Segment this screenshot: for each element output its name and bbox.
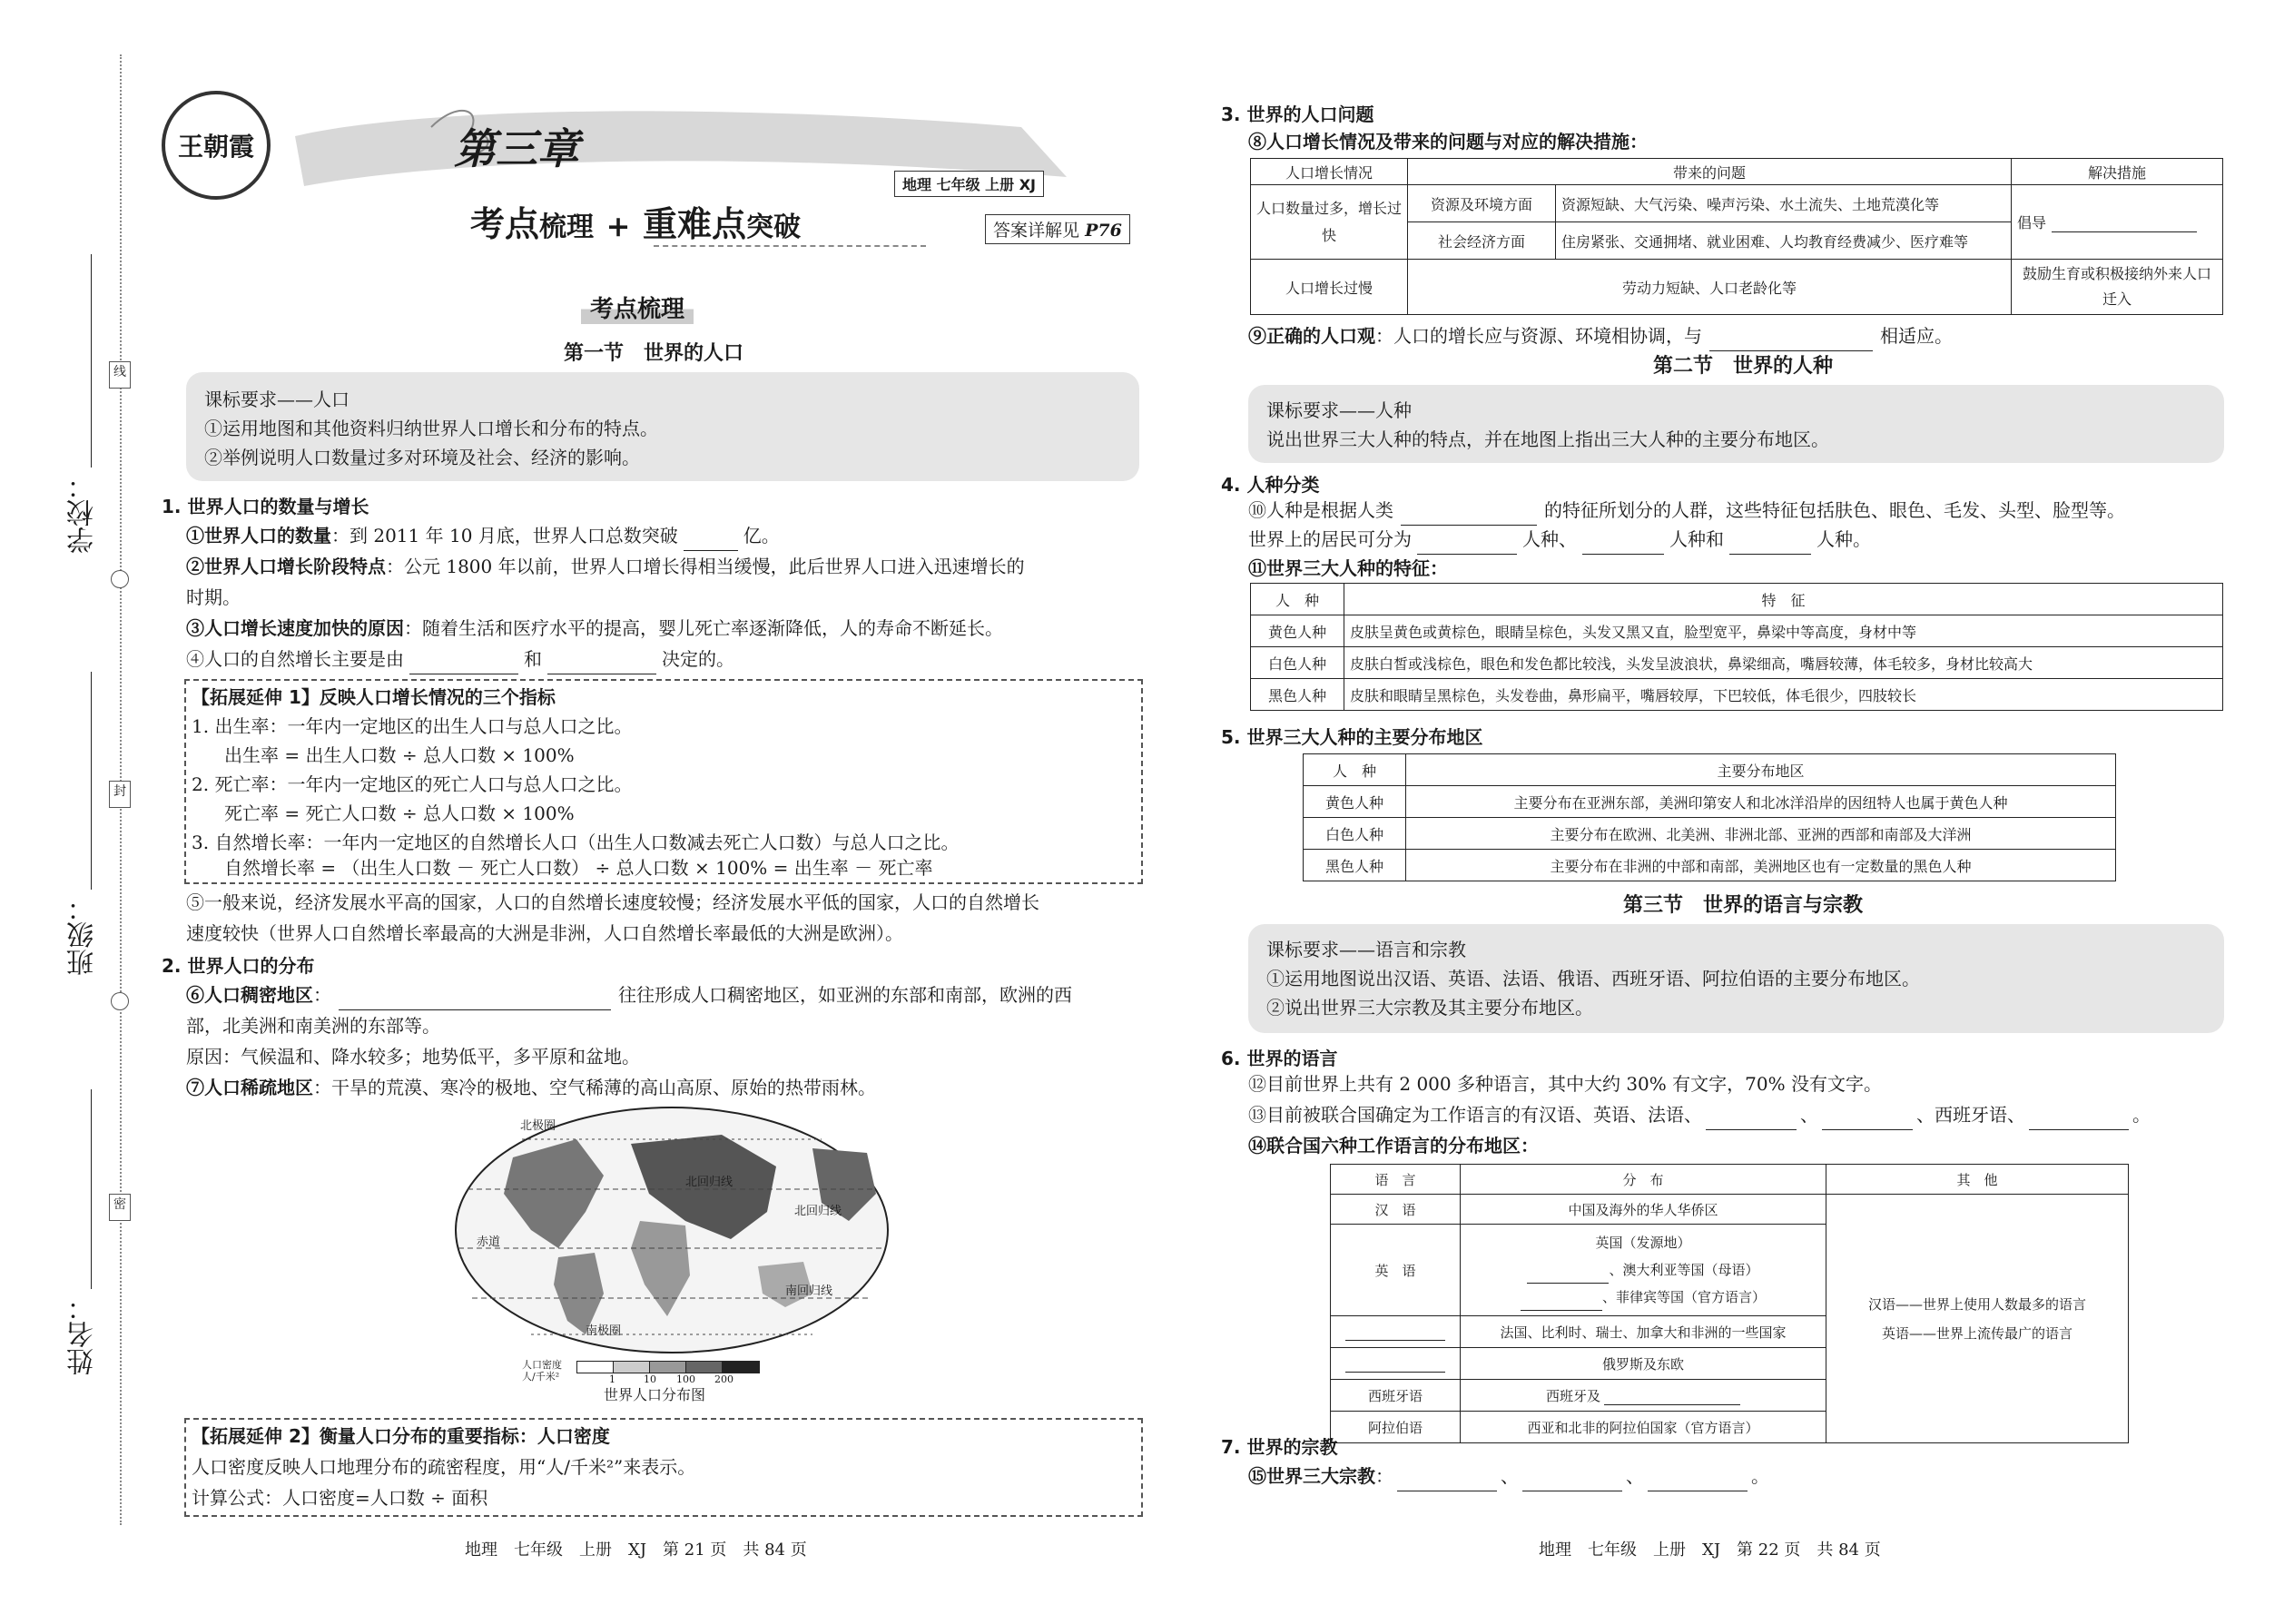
table-header: 人口增长情况 bbox=[1251, 159, 1408, 185]
answer-blank[interactable] bbox=[547, 654, 656, 674]
table-cell: 汉 语 bbox=[1331, 1195, 1461, 1225]
table-cell: 西亚和北非的阿拉伯国家（官方语言） bbox=[1461, 1412, 1826, 1443]
chapter-banner bbox=[159, 100, 1212, 200]
answer-blank[interactable] bbox=[1522, 1471, 1622, 1491]
point3-heading: 3. 世界的人口问题 bbox=[1221, 103, 1374, 125]
answer-blank[interactable] bbox=[1729, 534, 1811, 555]
standard-title: 课标要求——人种 bbox=[1266, 399, 1412, 421]
table-cell: 人口数量过多，增长过快 bbox=[1251, 185, 1408, 260]
table-row bbox=[1331, 1195, 2129, 1225]
standard-item: ①运用地图说出汉语、英语、法语、俄语、西班牙语、阿拉伯语的主要分布地区。 bbox=[1266, 968, 1920, 989]
table-cell: 白色人种 bbox=[1304, 818, 1406, 850]
point6-heading: 6. 世界的语言 bbox=[1221, 1048, 1338, 1069]
text: 。 bbox=[1751, 1465, 1769, 1487]
point2-heading: 2. 世界人口的分布 bbox=[162, 955, 315, 977]
term: ②世界人口增长阶段特点 bbox=[186, 556, 386, 577]
point1-heading: 1. 世界人口的数量与增长 bbox=[162, 496, 369, 517]
standard-box-population bbox=[186, 372, 1139, 481]
ext1-formula: 死亡率 = 死亡人口数 ÷ 总人口数 × 100% bbox=[224, 802, 575, 824]
table-header-row bbox=[1304, 754, 2116, 786]
text: 决定的。 bbox=[662, 648, 734, 670]
text: 往往形成人口稠密地区，如亚洲的东部和南部，欧洲的西 bbox=[618, 984, 1072, 1006]
table-header: 语 言 bbox=[1331, 1165, 1461, 1195]
ext1-title: 【拓展延伸 1】反映人口增长情况的三个指标 bbox=[192, 686, 556, 708]
standard-title: 课标要求——语言和宗教 bbox=[1266, 939, 1466, 960]
answer-ref bbox=[985, 214, 1130, 244]
ext2-line: 人口密度反映人口地理分布的疏密程度，用“人/千米²”来表示。 bbox=[192, 1456, 696, 1478]
text: ④人口的自然增长主要是由 bbox=[186, 648, 404, 670]
race-features-table bbox=[1250, 583, 2223, 711]
text: 、西班牙语、 bbox=[1916, 1104, 2025, 1126]
table-header: 分 布 bbox=[1461, 1165, 1826, 1195]
cell-text: 英国（发源地） bbox=[1595, 1235, 1691, 1251]
table-cell: 主要分布在亚洲东部，美洲印第安人和北冰洋沿岸的因纽特人也属于黄色人种 bbox=[1406, 786, 2116, 818]
p2-line2: 部，北美洲和南美洲的东部等。 bbox=[186, 1015, 440, 1037]
table-cell bbox=[2012, 185, 2223, 260]
p7-line1 bbox=[1248, 1462, 1769, 1491]
table-cell: 皮肤和眼睛呈黑棕色，头发卷曲，鼻形扁平，嘴唇较厚，下巴较低，体毛很少，四肢较长 bbox=[1344, 679, 2223, 711]
table-cell: 黑色人种 bbox=[1251, 679, 1344, 711]
standard-item: ①运用地图和其他资料归纳世界人口增长和分布的特点。 bbox=[204, 418, 658, 439]
table-cell: 法国、比利时、瑞士、加拿大和非洲的一些国家 bbox=[1461, 1316, 1826, 1348]
cell-text: 西班牙及 bbox=[1545, 1387, 1600, 1404]
map-label-arctic: 北极圈 bbox=[520, 1119, 556, 1133]
p6-line2 bbox=[1248, 1100, 2151, 1130]
text: 人种和 bbox=[1669, 528, 1724, 550]
population-problems-table bbox=[1250, 158, 2223, 315]
p2-line4 bbox=[186, 1073, 876, 1103]
table-cell bbox=[1461, 1225, 1826, 1316]
text: ： bbox=[313, 984, 331, 1006]
p3-line2 bbox=[1248, 321, 1953, 351]
cell-text: 、澳大利亚等国（母语） bbox=[1609, 1262, 1759, 1278]
table-header-row bbox=[1251, 584, 2223, 615]
p6-line3: ⑭联合国六种工作语言的分布地区： bbox=[1248, 1135, 1539, 1156]
answer-blank[interactable] bbox=[1401, 505, 1537, 526]
ext1-line: 1. 出生率：一年内一定地区的出生人口与总人口之比。 bbox=[192, 715, 633, 737]
term: ①世界人口的数量 bbox=[186, 525, 331, 546]
text: 的特征所划分的人群，这些特征包括肤色、眼色、毛发、头型、脸型等。 bbox=[1544, 499, 2125, 521]
p2-line1 bbox=[186, 980, 1072, 1010]
table-row bbox=[1251, 647, 2223, 679]
answer-blank[interactable] bbox=[1345, 1355, 1445, 1373]
table-cell: 白色人种 bbox=[1251, 647, 1344, 679]
legend-tick: 100 bbox=[676, 1373, 695, 1385]
chapter-title: 第三章 bbox=[454, 124, 579, 173]
banner-ribbon bbox=[159, 100, 1212, 200]
standard-item: ②说出世界三大宗教及其主要分布地区。 bbox=[1266, 997, 1593, 1019]
table-cell: 主要分布在欧洲、北美洲、非洲北部、亚洲的西部和南部及大洋洲 bbox=[1406, 818, 2116, 850]
school-label: 学校： bbox=[67, 472, 99, 554]
map-caption: 世界人口分布图 bbox=[604, 1386, 706, 1403]
table-row bbox=[1251, 185, 2223, 222]
answer-blank[interactable] bbox=[1417, 534, 1517, 555]
answer-ref-label: 答案详解见 bbox=[993, 221, 1080, 241]
table-cell bbox=[1461, 1380, 1826, 1412]
answer-blank[interactable] bbox=[1582, 534, 1664, 555]
class-label: 班级： bbox=[67, 894, 99, 976]
legend-swatch bbox=[576, 1361, 615, 1373]
table-cell bbox=[1331, 1316, 1461, 1348]
table-cell: 西班牙语 bbox=[1331, 1380, 1461, 1412]
answer-page: P76 bbox=[1085, 221, 1122, 241]
class-line[interactable] bbox=[91, 672, 92, 890]
section1-title: 第一节 世界的人口 bbox=[563, 342, 743, 365]
map-label-equator: 赤道 bbox=[477, 1235, 501, 1249]
answer-blank[interactable] bbox=[1706, 1109, 1797, 1130]
answer-blank[interactable] bbox=[1648, 1471, 1748, 1491]
p4-line2 bbox=[1248, 525, 1871, 555]
world-population-map bbox=[449, 1103, 894, 1375]
term: ③人口增长速度加快的原因 bbox=[186, 617, 404, 639]
standard-item: 说出世界三大人种的特点，并在地图上指出三大人种的主要分布地区。 bbox=[1266, 428, 1829, 450]
table-header: 人 种 bbox=[1251, 584, 1344, 615]
table-cell: 黑色人种 bbox=[1304, 850, 1406, 881]
cell-text: 汉语——世界上使用人数最多的语言 bbox=[1867, 1295, 2086, 1313]
section2-title: 第二节 世界的人种 bbox=[1652, 355, 1833, 378]
answer-blank[interactable] bbox=[1521, 1294, 1602, 1311]
legend-swatch bbox=[649, 1361, 687, 1373]
title-plus: + bbox=[605, 209, 631, 243]
answer-blank[interactable] bbox=[1604, 1388, 1740, 1405]
text: ： bbox=[1375, 1465, 1393, 1487]
standard-item: ②举例说明人口数量过多对环境及社会、经济的影响。 bbox=[204, 447, 640, 468]
point5-heading: 5. 世界三大人种的主要分布地区 bbox=[1221, 726, 1483, 748]
text: ：干旱的荒漠、寒冷的极地、空气稀薄的高山高原、原始的热带雨林。 bbox=[313, 1077, 876, 1098]
answer-blank[interactable] bbox=[1397, 1471, 1497, 1491]
title-part: 重难点 bbox=[642, 203, 746, 244]
table-row bbox=[1304, 850, 2116, 881]
name-label: 姓名： bbox=[67, 1294, 99, 1375]
text: 和 bbox=[524, 648, 542, 670]
section-heading: 考点梳理 bbox=[581, 290, 694, 324]
term: ⑥人口稠密地区 bbox=[186, 984, 313, 1006]
subject-tag: 地理 七年级 上册 XJ bbox=[894, 171, 1044, 197]
cell-text: 、菲律宾等国（官方语言） bbox=[1601, 1289, 1766, 1305]
legend-swatch bbox=[685, 1361, 724, 1373]
p1-line5: ⑤一般来说，经济发展水平高的国家，人口的自然增长速度较慢；经济发展水平低的国家，人口的自然增长 bbox=[186, 891, 1039, 913]
table-header-row bbox=[1331, 1165, 2129, 1195]
school-line[interactable] bbox=[91, 254, 92, 468]
legend-tick: 10 bbox=[644, 1373, 656, 1385]
text: ：到 2011 年 10 月底，世界人口总数突破 bbox=[331, 525, 678, 546]
text: 亿。 bbox=[743, 525, 780, 546]
ext2-line: 计算公式：人口密度=人口数 ÷ 面积 bbox=[192, 1487, 488, 1509]
table-cell: 黄色人种 bbox=[1304, 786, 1406, 818]
title-underline bbox=[654, 245, 926, 247]
cell-text: 英语——世界上流传最广的语言 bbox=[1881, 1324, 2072, 1342]
extension-box-2 bbox=[184, 1418, 1143, 1517]
standard-box-language bbox=[1248, 924, 2224, 1033]
term: ⑮世界三大宗教 bbox=[1248, 1465, 1375, 1487]
logo-badge bbox=[162, 91, 271, 200]
point7-heading: 7. 世界的宗教 bbox=[1221, 1436, 1338, 1458]
text: 相适应。 bbox=[1880, 325, 1953, 347]
table-cell: 社会经济方面 bbox=[1408, 222, 1556, 260]
table-row bbox=[1304, 818, 2116, 850]
standard-box-race bbox=[1248, 385, 2224, 463]
map-label-tropic-n2: 北回归线 bbox=[794, 1205, 842, 1218]
table-cell: 住房紧张、交通拥堵、就业困难、人均教育经费减少、医疗难等 bbox=[1556, 222, 2012, 260]
left-footer: 地理 七年级 上册 XJ 第 21 页 共 84 页 bbox=[465, 1540, 807, 1560]
binding-mark-line: 线 bbox=[109, 361, 131, 389]
answer-blank[interactable] bbox=[339, 989, 611, 1010]
extension-box-1 bbox=[184, 679, 1143, 884]
legend-swatch bbox=[613, 1361, 651, 1373]
binding-mark-secret: 密 bbox=[109, 1194, 131, 1221]
table-cell: 资源短缺、大气污染、噪声污染、水土流失、土地荒漠化等 bbox=[1556, 185, 2012, 222]
name-line[interactable] bbox=[91, 1089, 92, 1289]
answer-blank[interactable] bbox=[1709, 330, 1873, 351]
text: 。 bbox=[2132, 1104, 2151, 1126]
p1-line2 bbox=[186, 552, 1025, 582]
answer-blank[interactable] bbox=[2052, 212, 2197, 232]
p3-line1: ⑧人口增长情况及带来的问题与对应的解决措施： bbox=[1248, 131, 1648, 153]
table-cell: 英 语 bbox=[1331, 1225, 1461, 1316]
p1-line2b: 时期。 bbox=[186, 586, 241, 608]
p1-line4 bbox=[186, 645, 734, 674]
table-cell: 俄罗斯及东欧 bbox=[1461, 1348, 1826, 1380]
p1-line1 bbox=[186, 521, 780, 551]
legend-title: 人口密度 bbox=[522, 1359, 562, 1371]
text: 、 bbox=[1800, 1104, 1818, 1126]
p1-line6: 速度较快（世界人口自然增长率最高的大洲是非洲，人口自然增长率最低的大洲是欧洲）。 bbox=[186, 922, 903, 944]
binding-circle bbox=[111, 992, 129, 1010]
table-header: 特 征 bbox=[1344, 584, 2223, 615]
table-cell bbox=[1331, 1348, 1461, 1380]
table-cell: 人口增长过慢 bbox=[1251, 260, 1408, 315]
answer-blank[interactable] bbox=[409, 654, 518, 674]
ext1-line: 3. 自然增长率：一年内一定地区的自然增长人口（出生人口数减去死亡人口数）与总人口之比。 bbox=[192, 832, 960, 853]
table-header: 主要分布地区 bbox=[1406, 754, 2116, 786]
table-cell: 劳动力短缺、人口老龄化等 bbox=[1408, 260, 2012, 315]
table-header: 其 他 bbox=[1826, 1165, 2129, 1195]
title-part: 梳理 bbox=[539, 212, 595, 243]
term: ⑦人口稀疏地区 bbox=[186, 1077, 313, 1098]
text: ⑬目前被联合国确定为工作语言的有汉语、英语、法语、 bbox=[1248, 1104, 1702, 1126]
table-row bbox=[1251, 615, 2223, 647]
right-footer: 地理 七年级 上册 XJ 第 22 页 共 84 页 bbox=[1539, 1540, 1881, 1560]
map-svg bbox=[449, 1103, 894, 1375]
table-cell: 中国及海外的华人华侨区 bbox=[1461, 1195, 1826, 1225]
p1-line3 bbox=[186, 614, 1003, 644]
binding-circle bbox=[111, 570, 129, 588]
table-cell: 主要分布在非洲的中部和南部，美洲地区也有一定数量的黑色人种 bbox=[1406, 850, 2116, 881]
answer-blank[interactable] bbox=[1822, 1109, 1913, 1130]
race-distribution-table bbox=[1303, 753, 2116, 881]
section3-title: 第三节 世界的语言与宗教 bbox=[1622, 894, 1863, 917]
text: 、 bbox=[1626, 1465, 1644, 1487]
legend-unit: 人/千米² bbox=[522, 1371, 560, 1383]
map-label-antarctic: 南极圈 bbox=[586, 1324, 622, 1338]
table-header-row bbox=[1251, 159, 2223, 185]
map-label-tropic-n: 北回归线 bbox=[685, 1176, 733, 1189]
cell-text: 倡导 bbox=[2017, 214, 2047, 231]
legend-tick: 1 bbox=[609, 1373, 615, 1385]
ext1-formula: 出生率 = 出生人口数 ÷ 总人口数 × 100% bbox=[224, 744, 575, 766]
ext2-title: 【拓展延伸 2】衡量人口分布的重要指标：人口密度 bbox=[192, 1425, 610, 1447]
text: ：人口的增长应与资源、环境相协调，与 bbox=[1375, 325, 1702, 347]
table-row bbox=[1251, 679, 2223, 711]
answer-blank[interactable] bbox=[684, 530, 738, 551]
table-cell: 皮肤呈黄色或黄棕色，眼睛呈棕色，头发又黑又直，脸型宽平，鼻梁中等高度，身材中等 bbox=[1344, 615, 2223, 647]
binding-mark-seal: 封 bbox=[109, 781, 131, 808]
answer-blank[interactable] bbox=[1527, 1266, 1609, 1284]
term: ⑨正确的人口观 bbox=[1248, 325, 1375, 347]
answer-blank[interactable] bbox=[1345, 1324, 1445, 1341]
un-languages-table bbox=[1330, 1164, 2129, 1443]
table-cell: 黄色人种 bbox=[1251, 615, 1344, 647]
p4-line1 bbox=[1248, 496, 2125, 526]
table-header: 带来的问题 bbox=[1408, 159, 2012, 185]
standard-title: 课标要求——人口 bbox=[204, 389, 350, 410]
p2-line3: 原因：气候温和、降水较多；地势低平，多平原和盆地。 bbox=[186, 1046, 640, 1068]
logo-text: 王朝霞 bbox=[177, 132, 254, 162]
text: 人种、 bbox=[1522, 528, 1577, 550]
text: 人种。 bbox=[1816, 528, 1871, 550]
table-cell: 皮肤白皙或浅棕色，眼色和发色都比较浅，头发呈波浪状，鼻梁细高，嘴唇较薄，体毛较多，身材比较高大 bbox=[1344, 647, 2223, 679]
table-row bbox=[1304, 786, 2116, 818]
table-header: 人 种 bbox=[1304, 754, 1406, 786]
map-label-tropic-s: 南回归线 bbox=[785, 1284, 833, 1298]
main-title bbox=[470, 196, 801, 246]
p4-line3: ⑪世界三大人种的特征： bbox=[1248, 557, 1448, 579]
table-cell bbox=[1826, 1195, 2129, 1443]
text: ：公元 1800 年以前，世界人口增长得相当缓慢，此后世界人口进入迅速增长的 bbox=[386, 556, 1025, 577]
answer-blank[interactable] bbox=[2029, 1109, 2129, 1130]
text: 、 bbox=[1501, 1465, 1519, 1487]
title-part: 考点 bbox=[470, 203, 540, 244]
legend-tick: 200 bbox=[714, 1373, 733, 1385]
table-cell: 阿拉伯语 bbox=[1331, 1412, 1461, 1443]
p6-line1: ⑫目前世界上共有 2 000 多种语言，其中大约 30% 有文字，70% 没有文字。 bbox=[1248, 1073, 1882, 1095]
text: 世界上的居民可分为 bbox=[1248, 528, 1412, 550]
text: ⑩人种是根据人类 bbox=[1248, 499, 1393, 521]
table-row bbox=[1251, 260, 2223, 315]
ext1-line: 2. 死亡率：一年内一定地区的死亡人口与总人口之比。 bbox=[192, 773, 633, 795]
table-cell: 鼓励生育或积极接纳外来人口迁入 bbox=[2012, 260, 2223, 315]
table-cell: 资源及环境方面 bbox=[1408, 185, 1556, 222]
title-part: 突破 bbox=[746, 212, 801, 243]
table-header: 解决措施 bbox=[2012, 159, 2223, 185]
legend-swatch bbox=[722, 1361, 760, 1373]
point4-heading: 4. 人种分类 bbox=[1221, 474, 1320, 496]
text: ：随着生活和医疗水平的提高，婴儿死亡率逐渐降低，人的寿命不断延长。 bbox=[404, 617, 1003, 639]
ext1-formula: 自然增长率 = （出生人口数 － 死亡人口数） ÷ 总人口数 × 100% = 出生率 － 死亡率 bbox=[224, 857, 933, 879]
